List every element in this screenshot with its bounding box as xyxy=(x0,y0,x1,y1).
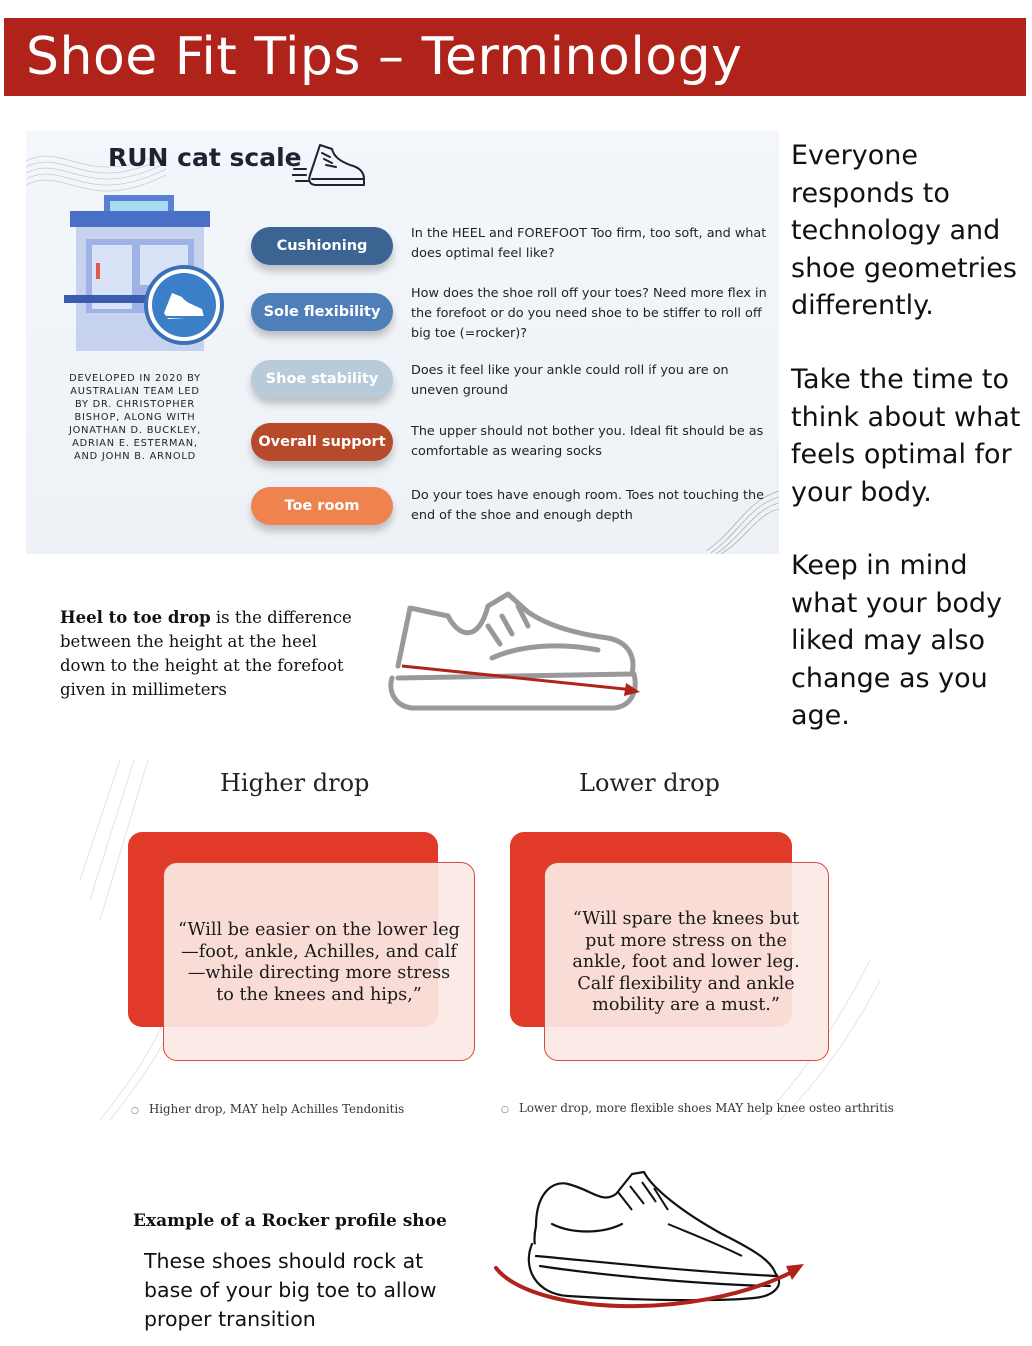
heel-drop-term: Heel to toe drop xyxy=(60,608,211,627)
desc-shoe-stability: Does it feel like your ankle could roll if you are on uneven ground xyxy=(411,363,729,398)
higher-drop-bullet-text: Higher drop, MAY help Achilles Tendonitis xyxy=(149,1102,405,1116)
credit-text: DEVELOPED IN 2020 BY AUSTRALIAN TEAM LED BY DR. CHRISTOPHER BISHOP, ALONG WITH JONATHAN D. BUCKLEY, ADRIAN E. ESTERMAN, AND JOHN B. ARNOLD xyxy=(68,373,202,462)
page-title: Shoe Fit Tips – Terminology xyxy=(26,27,743,87)
running-shoe-icon xyxy=(292,139,368,195)
pill-toe-room: Toe room xyxy=(251,487,393,525)
pill-shoe-stability: Shoe stability xyxy=(251,360,393,398)
desc-cushioning: In the HEEL and FOREFOOT Too firm, too soft, and what does optimal feel like? xyxy=(411,226,767,261)
heel-drop-definition xyxy=(60,606,360,702)
sidebar-paragraph-3: Keep in mind what your body liked may also change as you age. xyxy=(791,550,1002,731)
pill-overall-support: Overall support xyxy=(251,423,393,461)
shoe-store-icon xyxy=(64,193,224,351)
bullet-icon: ○ xyxy=(501,1105,509,1115)
sidebar-paragraph-2: Take the time to think about what feels optimal for your body. xyxy=(791,364,1021,508)
lower-drop-bullet-text: Lower drop, more flexible shoes MAY help knee osteo arthritis xyxy=(519,1101,894,1115)
higher-drop-bullet xyxy=(131,1102,404,1116)
run-cat-panel xyxy=(26,131,779,554)
lower-drop-quote: “Will spare the knees but put more stress on the ankle, foot and lower leg. Calf flexibility and ankle mobility are a must.” xyxy=(572,909,800,1015)
bullet-icon: ○ xyxy=(131,1106,139,1116)
lower-drop-heading: Lower drop xyxy=(579,769,720,797)
rocker-shoe-icon xyxy=(492,1164,808,1322)
pill-sole-flexibility: Sole flexibility xyxy=(251,293,393,331)
rocker-description: These shoes should rock at base of your big toe to allow proper transition xyxy=(144,1249,437,1331)
desc-sole-flexibility: How does the shoe roll off your toes? Need more flex in the forefoot or do you need shoe to be stiffer to roll off big toe (=rocker)? xyxy=(411,286,767,341)
sidebar-paragraph-1: Everyone responds to technology and shoe geometries differently. xyxy=(791,140,1017,321)
higher-drop-heading: Higher drop xyxy=(220,769,370,797)
rocker-title: Example of a Rocker profile shoe xyxy=(133,1211,447,1231)
run-cat-title: RUN cat scale xyxy=(108,143,302,172)
lower-drop-bullet xyxy=(501,1101,894,1115)
heel-drop-shoe-icon xyxy=(388,586,644,716)
higher-drop-quote: “Will be easier on the lower leg—foot, ankle, Achilles, and calf—while directing more stress to the knees and hips,” xyxy=(178,920,460,1005)
desc-toe-room: Do your toes have enough room. Toes not touching the end of the shoe and enough depth xyxy=(411,488,765,523)
heel-drop-text: is the difference between the height at the heel down to the height at the forefoot given in millimeters xyxy=(60,608,352,699)
desc-overall-support: The upper should not bother you. Ideal fit should be as comfortable as wearing socks xyxy=(411,424,764,459)
pill-cushioning: Cushioning xyxy=(251,227,393,265)
